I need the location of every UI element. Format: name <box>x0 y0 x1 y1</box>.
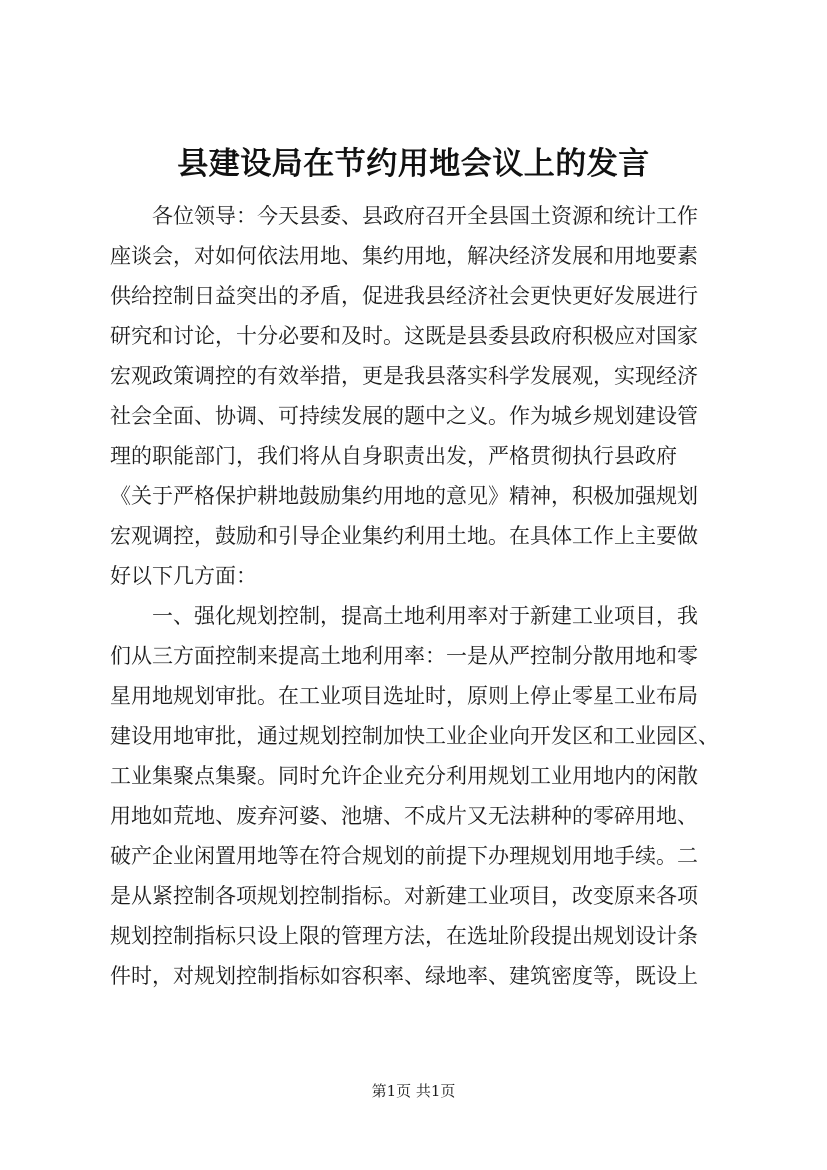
paragraph-line: 件时，对规划控制指标如容积率、绿地率、建筑密度等，既设上 <box>110 964 698 988</box>
paragraph-line: 建设用地审批，通过规划控制加快工业企业向开发区和工业园区、 <box>110 724 719 748</box>
paragraph-line: 各位领导：今天县委、县政府召开全县国土资源和统计工作 <box>152 204 698 228</box>
paragraph-line: 工业集聚点集聚。同时允许企业充分利用规划工业用地内的闲散 <box>110 764 698 788</box>
paragraph-line: 一、强化规划控制，提高土地利用率对于新建工业项目，我 <box>152 604 698 628</box>
paragraph-line: 宏观调控，鼓励和引导企业集约利用土地。在具体工作上主要做 <box>110 524 698 548</box>
paragraph-line: 供给控制日益突出的矛盾，促进我县经济社会更快更好发展进行 <box>110 284 698 308</box>
paragraph-line: 是从紧控制各项规划控制指标。对新建工业项目，改变原来各项 <box>110 884 698 908</box>
paragraph-line: 理的职能部门，我们将从自身职责出发，严格贯彻执行县政府 <box>110 444 677 468</box>
paragraph-line: 好以下几方面： <box>110 564 257 588</box>
paragraph-line: 社会全面、协调、可持续发展的题中之义。作为城乡规划建设管 <box>110 404 698 428</box>
paragraph-line: 用地如荒地、废弃河婆、池塘、不成片又无法耕种的零碎用地、 <box>110 804 698 828</box>
document-title: 县建设局在节约用地会议上的发言 <box>177 146 650 182</box>
document-body <box>110 196 750 996</box>
paragraph-line: 座谈会，对如何依法用地、集约用地，解决经济发展和用地要素 <box>110 244 698 268</box>
paragraph-line: 宏观政策调控的有效举措，更是我县落实科学发展观，实现经济 <box>110 364 698 388</box>
paragraph-line: 研究和讨论，十分必要和及时。这既是县委县政府积极应对国家 <box>110 324 698 348</box>
paragraph-line: 们从三方面控制来提高土地利用率：一是从严控制分散用地和零 <box>110 644 698 668</box>
paragraph-line: 破产企业闲置用地等在符合规划的前提下办理规划用地手续。二 <box>110 844 698 868</box>
paragraph-line: 规划控制指标只设上限的管理方法，在选址阶段提出规划设计条 <box>110 924 698 948</box>
page-number-footer: 第1页 共1页 <box>371 1082 456 1100</box>
paragraph-line: 星用地规划审批。在工业项目选址时，原则上停止零星工业布局 <box>110 684 698 708</box>
paragraph-line: 《关于严格保护耕地鼓励集约用地的意见》精神，积极加强规划 <box>110 484 698 508</box>
